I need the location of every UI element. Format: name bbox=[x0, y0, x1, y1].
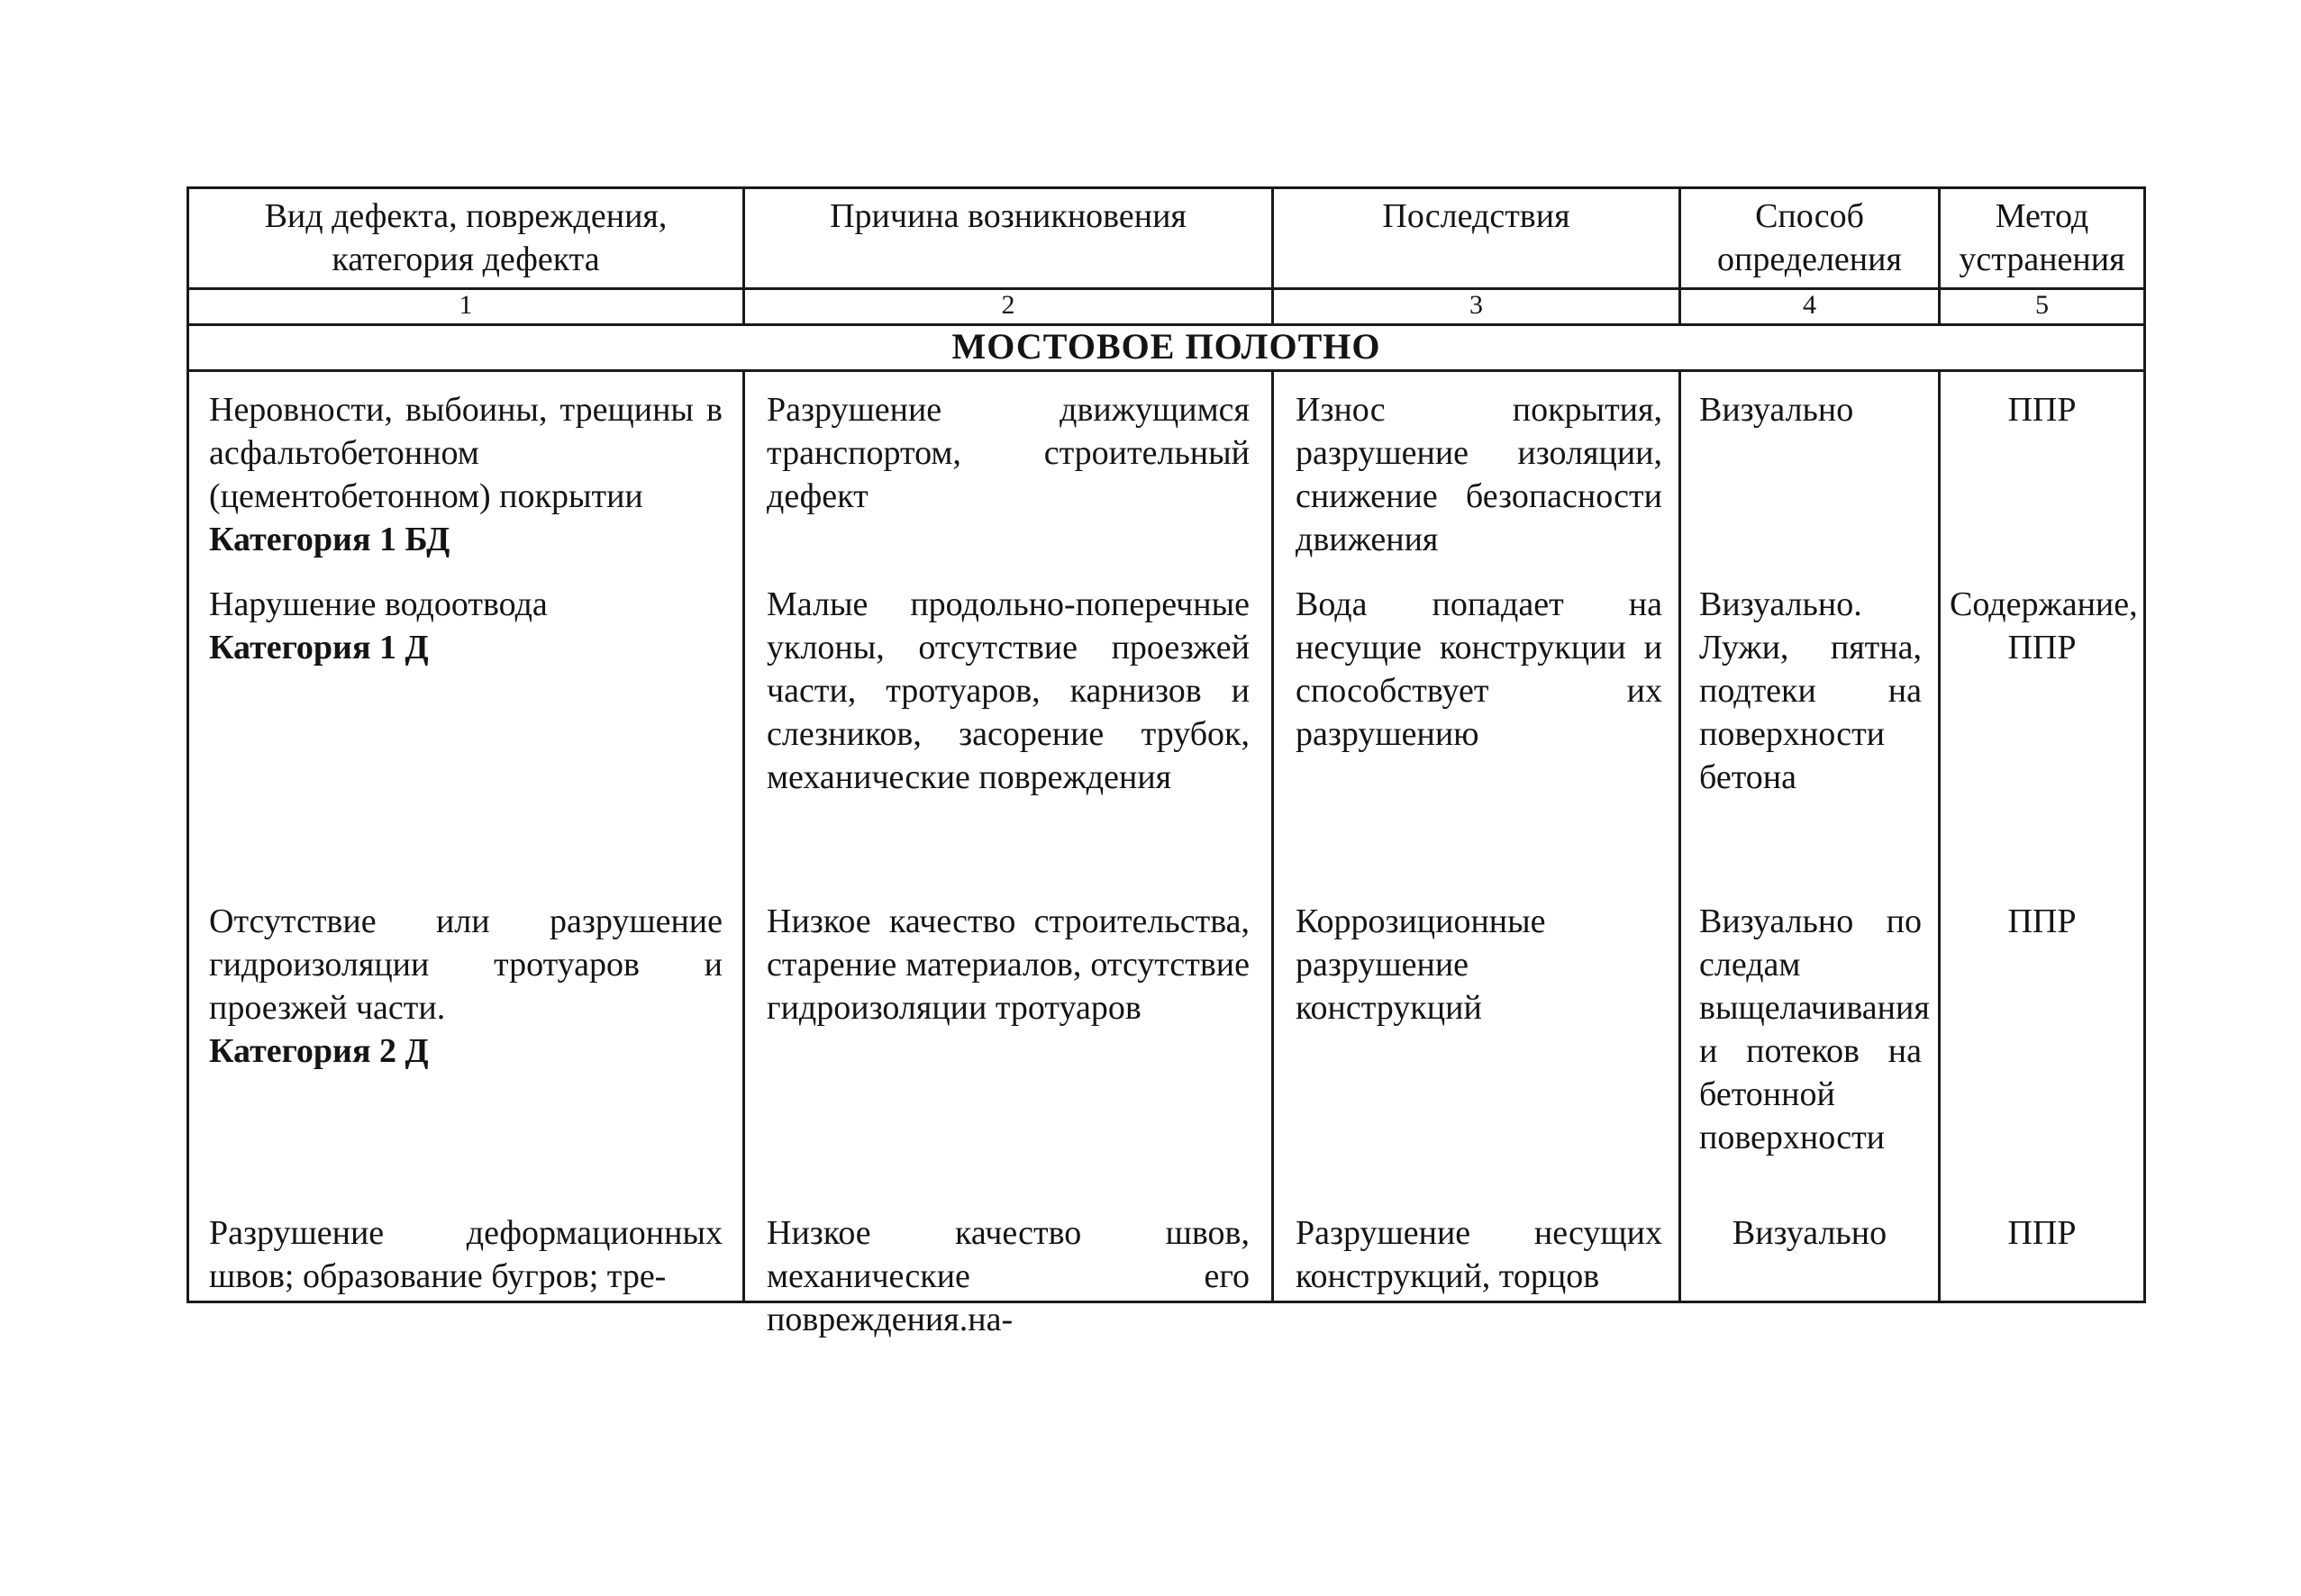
consequence-cell: Вода попадает на несущие конструкции и способствует их разрушению bbox=[1273, 567, 1680, 884]
defect-cell bbox=[188, 884, 744, 1195]
column-number: 4 bbox=[1680, 289, 1940, 325]
consequence-cell: Износ покрытия, разрушение изоляции, снижение безопасности движения bbox=[1273, 370, 1680, 567]
method-cell: ППР bbox=[1940, 1195, 2145, 1302]
defect-text: Нарушение водоотвода bbox=[209, 585, 548, 623]
cause-cell: Разрушение движущимся транспортом, строительный дефект bbox=[744, 370, 1273, 567]
consequence-text: Разрушение несущих конструкций, торцов bbox=[1296, 1213, 1662, 1295]
defect-category: Категория 1 Д bbox=[209, 628, 429, 667]
header-defect: Вид дефекта, повреждения, категория дефекта bbox=[188, 188, 744, 289]
header-cause: Причина возникновения bbox=[744, 188, 1273, 289]
column-number: 2 bbox=[744, 289, 1273, 325]
defect-category: Категория 2 Д bbox=[209, 1031, 429, 1070]
defect-cell bbox=[188, 567, 744, 884]
detection-cell: Визуально. Лужи, пятна, подтеки на поверхности бетона bbox=[1680, 567, 1940, 884]
cause-cell: Малые продольно-поперечные уклоны, отсутствие проезжей части, тротуаров, карнизов и слезников, засорение трубок, механические повреждения bbox=[744, 567, 1273, 884]
table-row bbox=[188, 884, 2145, 1195]
defect-category: Категория 1 БД bbox=[209, 520, 450, 558]
defect-text: Неровности, выбоины, трещины в асфальтобетонном (цементобетонном) покрытии bbox=[209, 390, 723, 515]
header-method: Метод устранения bbox=[1940, 188, 2145, 289]
method-cell: Содержание, ППР bbox=[1940, 567, 2145, 884]
defects-table bbox=[186, 186, 2146, 1338]
detection-cell: Визуально bbox=[1680, 370, 1940, 567]
header-consequence: Последствия bbox=[1273, 188, 1680, 289]
section-row bbox=[188, 325, 2145, 370]
detection-cell: Визуально по следам выщелачивания и потеков на бетонной поверхности bbox=[1680, 884, 1940, 1195]
defect-cell bbox=[188, 370, 744, 567]
consequence-cell bbox=[1273, 1195, 1680, 1302]
column-number: 1 bbox=[188, 289, 744, 325]
table-row bbox=[188, 370, 2145, 567]
detection-cell: Визуально bbox=[1680, 1195, 1940, 1302]
header-row bbox=[188, 188, 2145, 289]
cause-text: Низкое качество швов, механические его повреждения.на- bbox=[767, 1213, 1250, 1338]
defect-text: Отсутствие или разрушение гидроизоляции тротуаров и проезжей части. bbox=[209, 902, 723, 1027]
method-cell: ППР bbox=[1940, 884, 2145, 1195]
cause-cell bbox=[744, 1195, 1273, 1338]
column-number: 5 bbox=[1940, 289, 2145, 325]
table-row bbox=[188, 567, 2145, 884]
section-title: МОСТОВОЕ ПОЛОТНО bbox=[188, 325, 2145, 370]
header-detection: Способ определения bbox=[1680, 188, 1940, 289]
cause-cell: Низкое качество строительства, старение материалов, отсутствие гидроизоляции тротуаров bbox=[744, 884, 1273, 1195]
consequence-cell: Коррозиционные разрушение конструкций bbox=[1273, 884, 1680, 1195]
method-cell: ППР bbox=[1940, 370, 2145, 567]
column-number: 3 bbox=[1273, 289, 1680, 325]
table-row bbox=[188, 1195, 2145, 1302]
column-number-row bbox=[188, 289, 2145, 325]
defect-cell bbox=[188, 1195, 744, 1302]
defect-text: Разрушение деформационных швов; образование бугров; тре- bbox=[209, 1213, 723, 1295]
